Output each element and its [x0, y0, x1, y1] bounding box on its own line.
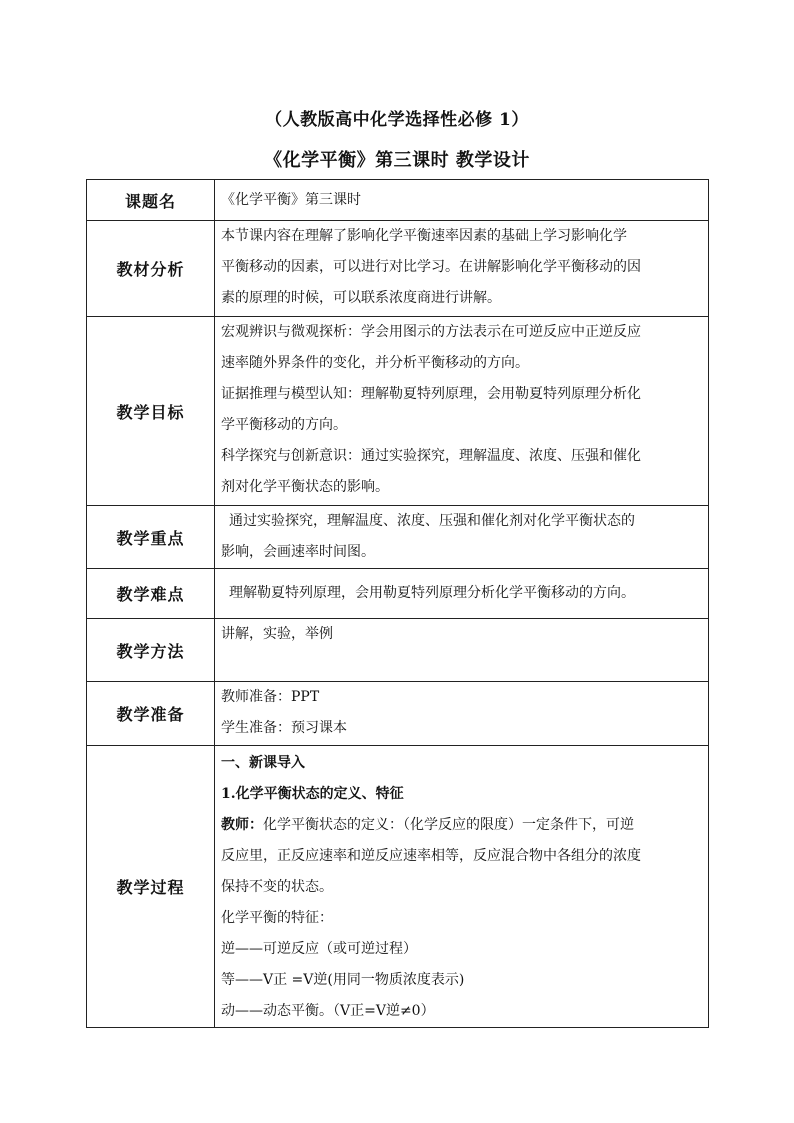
row-objectives — [87, 317, 709, 506]
value-difficulties — [215, 569, 709, 619]
teacher-label: 教师： — [221, 817, 263, 833]
row-material-analysis — [87, 221, 709, 317]
teacher-paragraph-start — [221, 810, 704, 841]
process-line: 反应里，正反应速率和逆反应速率相等，反应混合物中各组分的浓度 — [221, 848, 641, 864]
key-point-line: 影响，会画速率时间图。 — [221, 544, 375, 560]
objective-line: 学平衡移动的方向。 — [221, 417, 347, 433]
value-methods — [215, 619, 709, 682]
topic-text: 《化学平衡》第三课时 — [221, 191, 361, 208]
row-methods — [87, 619, 709, 682]
student-preparation: 学生准备：预习课本 — [221, 720, 347, 736]
value-process — [215, 746, 709, 1028]
label-key-points: 教学重点 — [87, 506, 215, 569]
value-preparation — [215, 682, 709, 746]
key-point-line: 通过实验探究，理解温度、浓度、压强和催化剂对化学平衡状态的 — [229, 513, 635, 529]
objective-line: 证据推理与模型认知：理解勒夏特列原理，会用勒夏特列原理分析化 — [221, 386, 641, 402]
process-line: 动——动态平衡。（V正=V逆≠0） — [221, 1003, 435, 1019]
label-topic: 课题名 — [87, 180, 215, 221]
value-key-points — [215, 506, 709, 569]
material-line: 本节课内容在理解了影响化学平衡速率因素的基础上学习影响化学 — [221, 228, 627, 244]
process-line: 化学平衡的特征： — [221, 910, 333, 926]
value-objectives — [215, 317, 709, 506]
label-preparation: 教学准备 — [87, 682, 215, 746]
label-process: 教学过程 — [87, 746, 215, 1028]
section-heading: 一、新课导入 — [221, 755, 305, 771]
objective-line: 速率随外界条件的变化，并分析平衡移动的方向。 — [221, 355, 529, 371]
value-material-analysis — [215, 221, 709, 317]
methods-text: 讲解，实验，举例 — [221, 626, 333, 642]
teacher-text: 化学平衡状态的定义：（化学反应的限度）一定条件下，可逆 — [263, 817, 634, 833]
label-difficulties: 教学难点 — [87, 569, 215, 619]
material-line: 平衡移动的因素，可以进行对比学习。在讲解影响化学平衡移动的因 — [221, 259, 641, 275]
row-preparation — [87, 682, 709, 746]
material-line: 素的原理的时候，可以联系浓度商进行讲解。 — [221, 290, 501, 306]
lesson-plan-table — [86, 179, 709, 1028]
objective-line: 宏观辨识与微观探析：学会用图示的方法表示在可逆反应中正逆反应 — [221, 324, 641, 340]
objective-line: 剂对化学平衡状态的影响。 — [221, 479, 389, 495]
label-methods: 教学方法 — [87, 619, 215, 682]
document-subtitle: （人教版高中化学选择性必修 1） — [265, 110, 529, 130]
process-line: 等——V正 =V逆(用同一物质浓度表示) — [221, 972, 465, 988]
sub-heading: 1.化学平衡状态的定义、特征 — [221, 786, 404, 802]
label-objectives: 教学目标 — [87, 317, 215, 506]
process-line: 保持不变的状态。 — [221, 879, 333, 895]
row-difficulties — [87, 569, 709, 619]
difficulty-text: 理解勒夏特列原理，会用勒夏特列原理分析化学平衡移动的方向。 — [229, 585, 635, 601]
value-topic — [215, 180, 709, 221]
objective-line: 科学探究与创新意识：通过实验探究，理解温度、浓度、压强和催化 — [221, 448, 641, 464]
process-line: 逆——可逆反应（或可逆过程） — [221, 941, 417, 957]
document-title: 《化学平衡》第三课时 教学设计 — [264, 150, 530, 171]
label-material-analysis: 教材分析 — [87, 221, 215, 317]
row-topic — [87, 180, 709, 221]
row-key-points — [87, 506, 709, 569]
row-process — [87, 746, 709, 1028]
teacher-preparation: 教师准备：PPT — [221, 689, 320, 705]
